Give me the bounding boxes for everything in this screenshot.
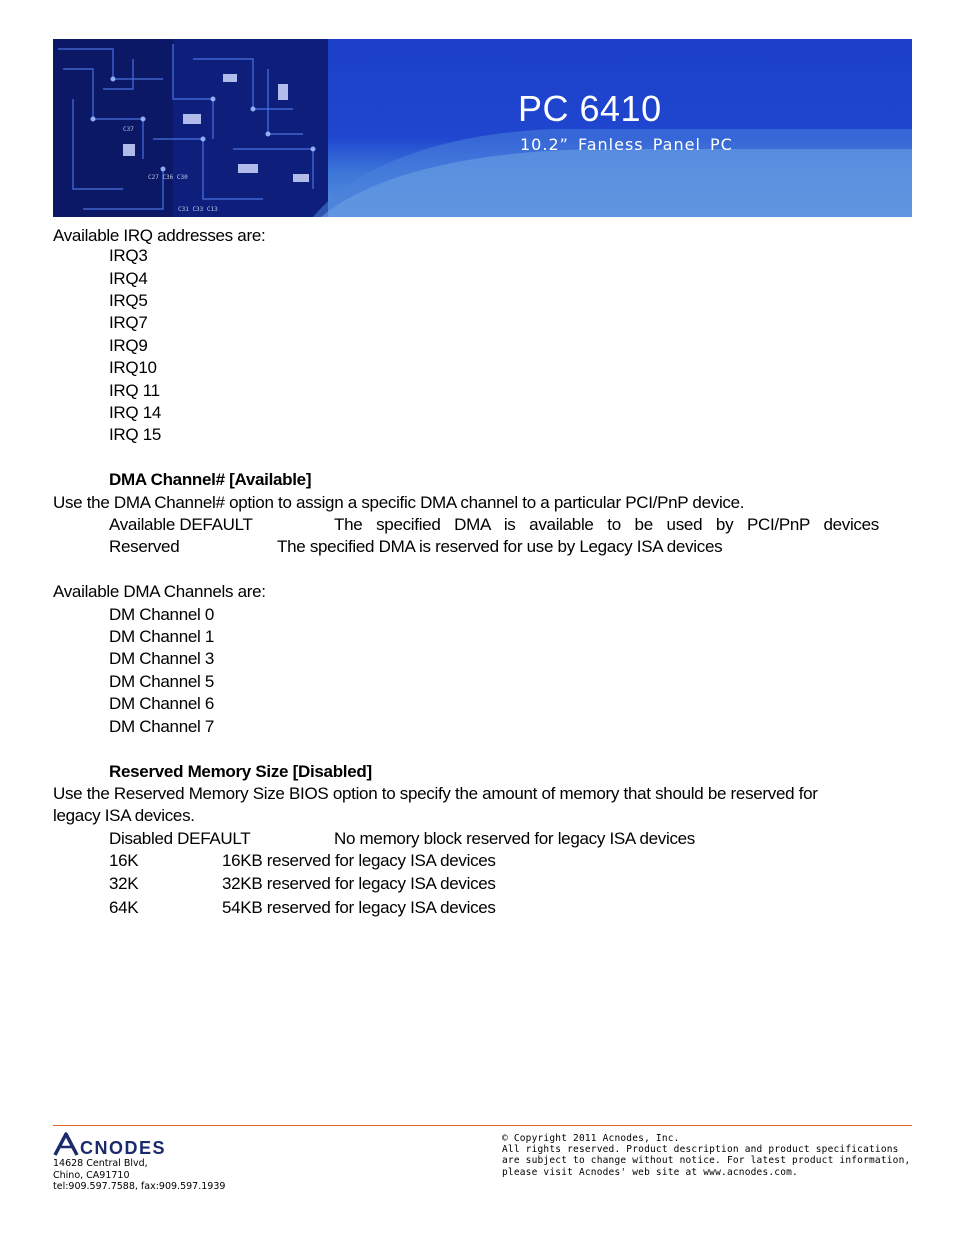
svg-text:CNODES: CNODES [80,1138,167,1157]
list-item: IRQ5 [109,291,148,310]
memory-option-name: 64K [109,898,139,917]
footer-address-line: 14628 Central Blvd, [53,1158,148,1169]
dma-option-name: Reserved [109,537,180,556]
list-item: DM Channel 5 [109,672,215,691]
svg-text:C37: C37 [123,126,134,133]
memory-heading: Reserved Memory Size [Disabled] [109,762,372,781]
footer-divider [53,1125,912,1126]
list-item: IRQ7 [109,313,148,332]
dma-option-desc: The specified DMA is reserved for use by Legacy ISA devices [277,537,723,556]
list-item: IRQ10 [109,358,157,377]
memory-option-name: 32K [109,874,139,893]
list-item: DM Channel 0 [109,605,215,624]
footer-address-line: Chino, CA91710 [53,1170,130,1181]
memory-option-desc: 16KB reserved for legacy ISA devices [222,851,496,870]
header-banner [53,39,912,217]
list-item: IRQ9 [109,336,148,355]
dma-description: Use the DMA Channel# option to assign a specific DMA channel to a particular PCI/PnP device. [53,493,745,512]
footer-notice-line: All rights reserved. Product description and product specifications [502,1144,899,1155]
banner-swoosh [53,39,912,217]
list-item: DM Channel 6 [109,694,215,713]
memory-description-line2: legacy ISA devices. [53,806,195,825]
memory-description-line1: Use the Reserved Memory Size BIOS option to specify the amount of memory that should be reserved for [53,784,818,803]
acnodes-logo [53,1131,213,1157]
memory-option-name: 16K [109,851,139,870]
list-item: IRQ 14 [109,403,162,422]
dma-heading: DMA Channel# [Available] [109,470,312,489]
svg-text:C27 C36 C30: C27 C36 C30 [148,174,188,181]
footer-phone-fax: tel:909.597.7588, fax:909.597.1939 [53,1181,226,1192]
page-title: PC 6410 [518,88,662,129]
memory-option-name: Disabled DEFAULT [109,829,251,848]
memory-option-desc: 54KB reserved for legacy ISA devices [222,898,496,917]
footer-notice-line: are subject to change without notice. For latest product information, [502,1155,911,1166]
dma-option-name: Available DEFAULT [109,515,253,534]
list-item: IRQ4 [109,269,148,288]
list-item: IRQ3 [109,246,148,265]
irq-intro: Available IRQ addresses are: [53,226,266,245]
page-subtitle: 10.2” Fanless Panel PC [520,135,733,154]
dma-option-desc: The specified DMA is available to be used by PCI/PnP devices [334,515,879,534]
memory-option-desc: No memory block reserved for legacy ISA devices [334,829,695,848]
footer-copyright: © Copyright 2011 Acnodes, Inc. [502,1133,680,1144]
svg-text:C31 C33 C13: C31 C33 C13 [178,206,218,213]
list-item: IRQ 11 [109,381,160,400]
list-item: DM Channel 1 [109,627,215,646]
footer-notice-line: please visit Acnodes' web site at www.acnodes.com. [502,1167,798,1178]
list-item: IRQ 15 [109,425,162,444]
list-item: DM Channel 7 [109,717,215,736]
memory-option-desc: 32KB reserved for legacy ISA devices [222,874,496,893]
list-item: DM Channel 3 [109,649,215,668]
dma-channels-intro: Available DMA Channels are: [53,582,266,601]
